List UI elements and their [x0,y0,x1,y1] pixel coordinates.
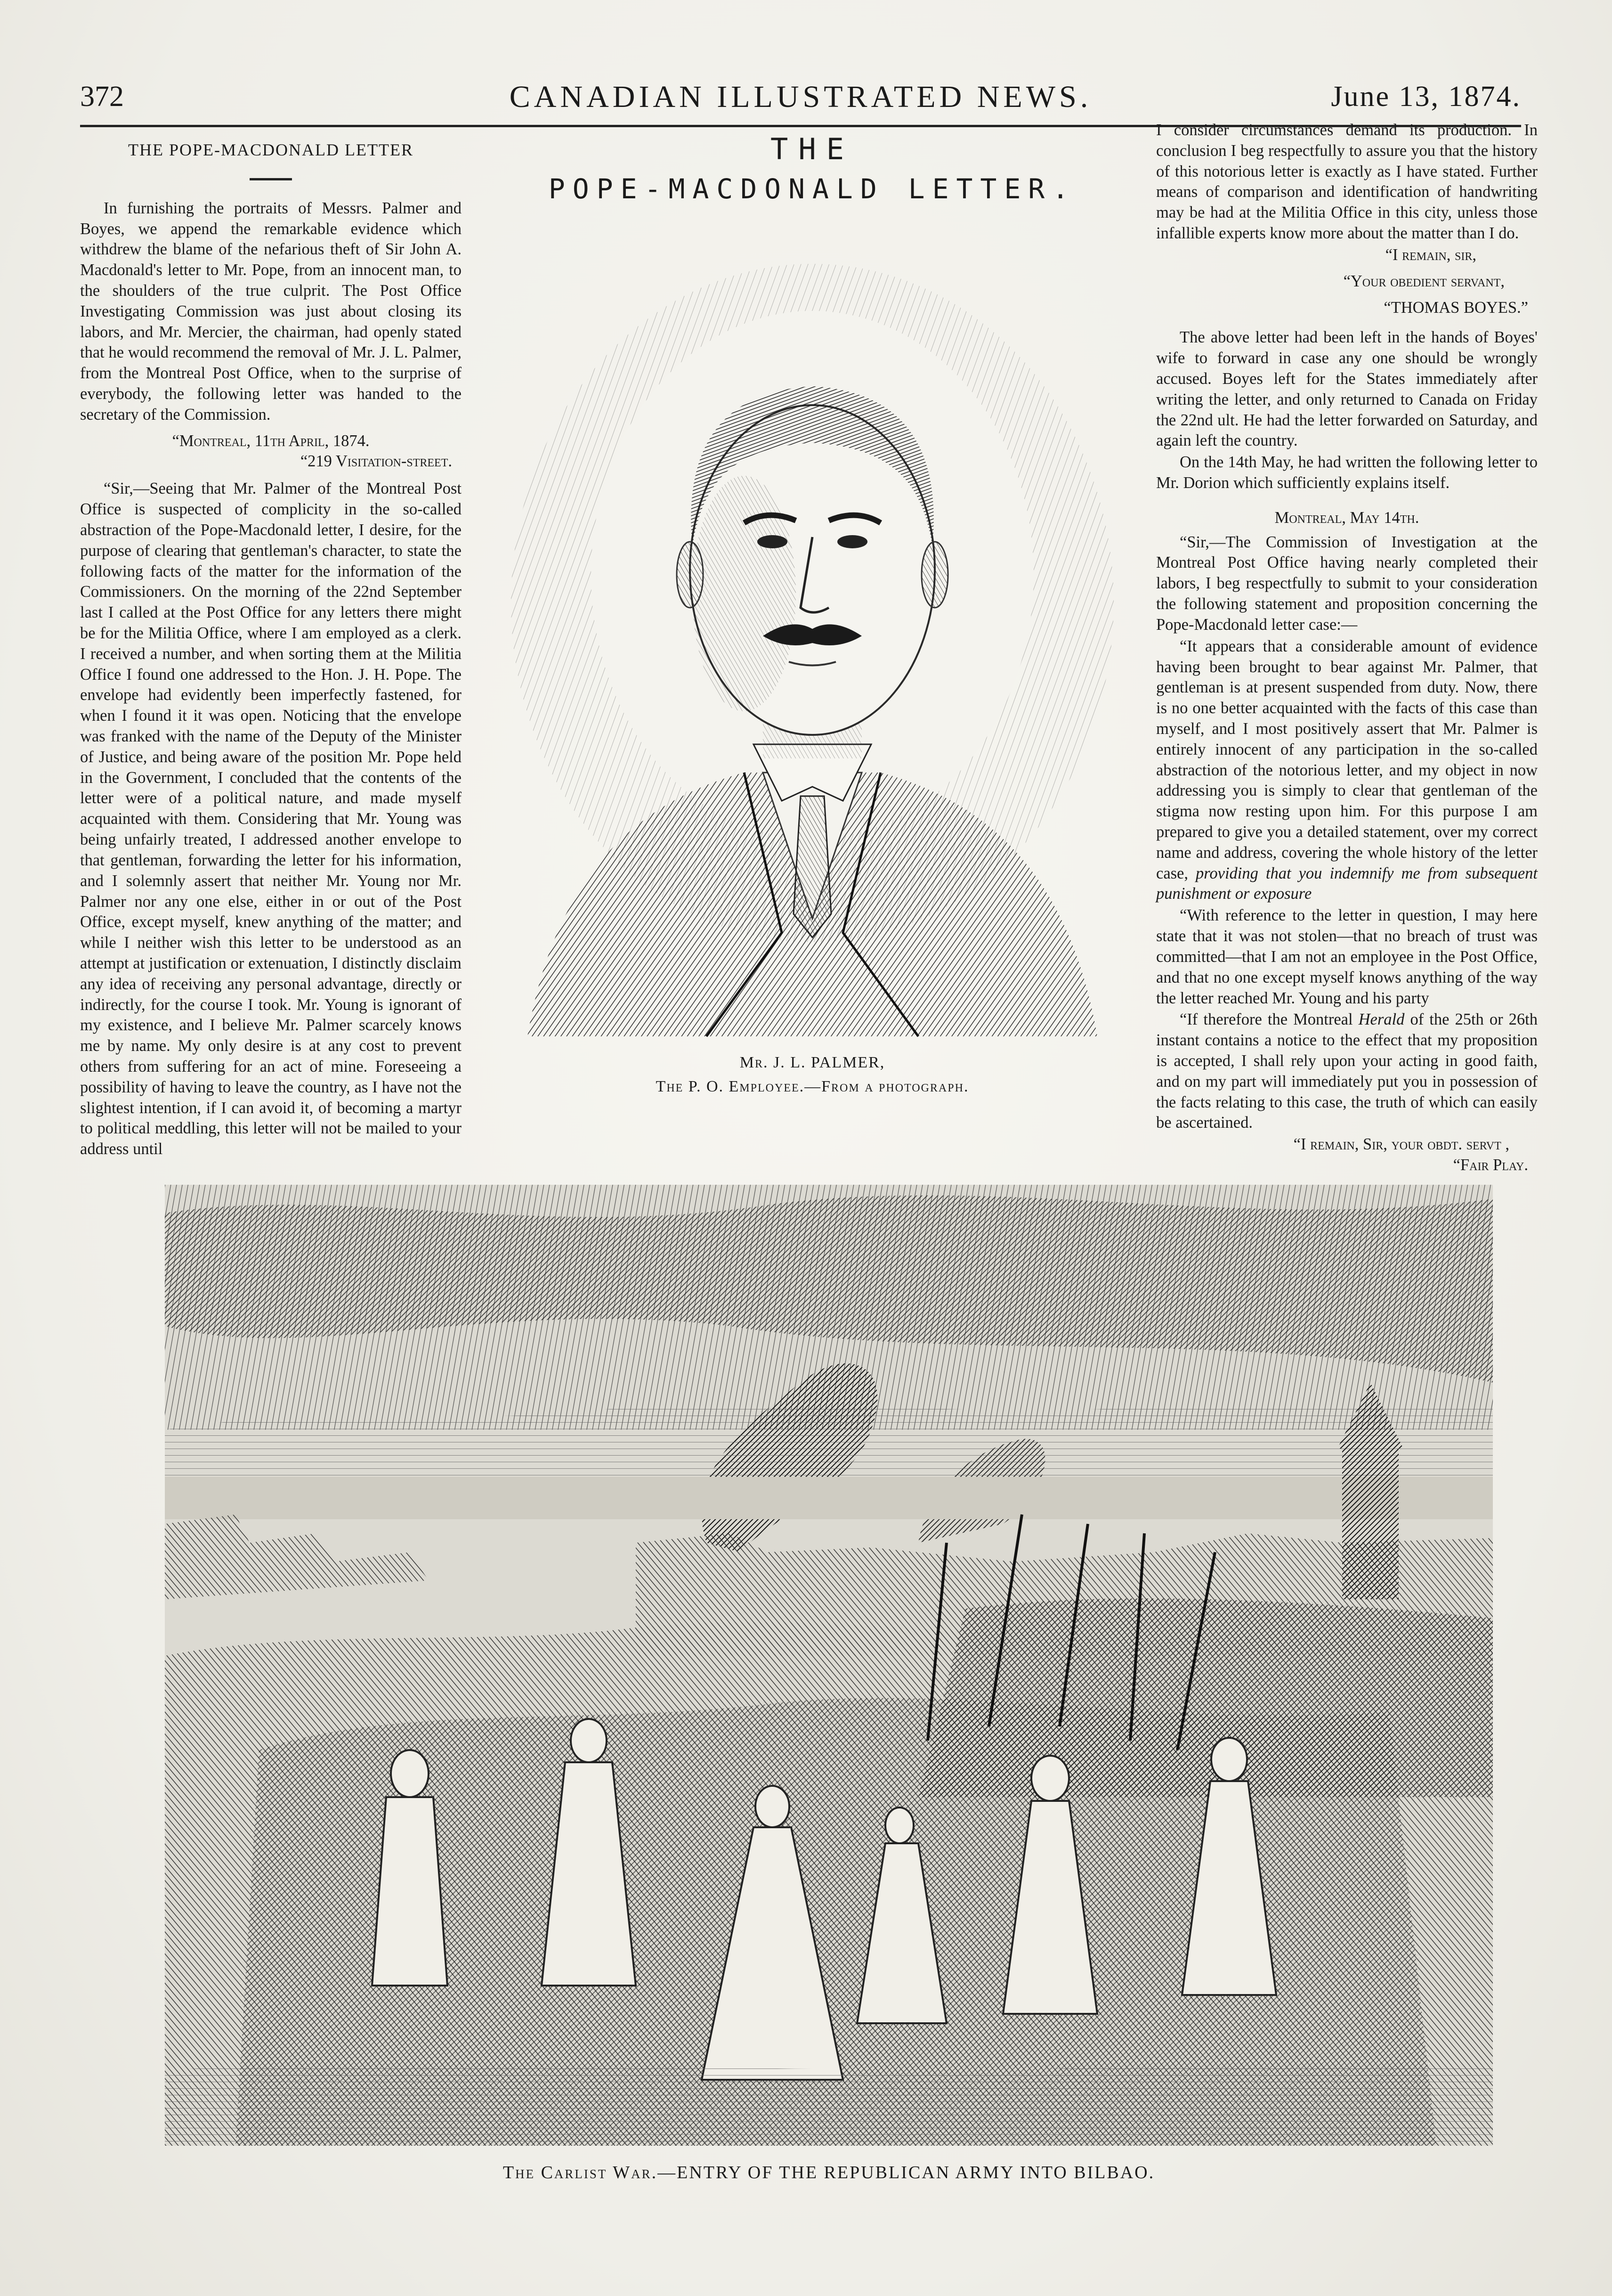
second-letter-paragraph-2 [1156,636,1538,905]
portrait-caption-name: Mr. J. L. PALMER, [739,1054,885,1071]
letter-closing-2: “Your obedient servant, [1343,272,1505,290]
feature-title [476,132,1149,205]
second-letter-paragraph-4 [1156,1010,1538,1133]
engraving-caption-series: The Carlist War. [502,2163,658,2182]
letter-address: “219 Visitation-street. [300,452,452,471]
portrait-caption-source: The P. O. Employee.—From a photograph. [656,1078,969,1095]
letter-closing-1: “I remain, sir, [1385,245,1476,264]
engraving-caption-title: —ENTRY OF THE REPUBLICAN ARMY INTO BILBAO. [657,2163,1155,2182]
engraving-caption [165,2162,1493,2183]
second-letter-paragraph-3: “With reference to the letter in question, I may here state that it was not stolen—that no breach of trust was committed—that I am not an employee in the Post Office, and that no one except myself knows anything of the way the letter reached Mr. Young and his party [1156,906,1538,1007]
second-letter-dateline: Montreal, May 14th. [1274,508,1419,527]
portrait-caption [499,1050,1126,1099]
second-letter-paragraph-4-b: of the 25th or 26th instant contains a notice to the effect that my proposition is accepted, I shall rely upon your acting in good faith, and on my part will immediately put you in possession of the facts relating to this case, the truth of which can easily be ascertained. [1156,1010,1538,1132]
second-letter-emphasis: providing that you indemnify me from subsequent punishment or exposure [1156,864,1538,903]
boyes-signature: “THOMAS BOYES.” [1384,298,1528,317]
page-number: 372 [80,81,124,113]
editorial-paragraph-2: On the 14th May, he had written the following letter to Mr. Dorion which sufficiently explains itself. [1156,453,1538,492]
feature-title-line1: THE [770,132,854,166]
left-column [80,137,462,1161]
letter-dateline: “Montreal, 11th April, 1874. [172,432,370,450]
second-letter-paragraph-4-a: “If therefore the Montreal [1180,1010,1359,1029]
second-letter-paragraph-1: “Sir,—The Commission of Investigation at the Montreal Post Office having nearly completed their labors, I beg respectfully to submit to your consideration the following statement and proposition concerning the Pope-Macdonald letter case:— [1156,533,1538,634]
boyes-letter-body: “Sir,—Seeing that Mr. Palmer of the Montreal Post Office is suspected of complicity in the so-called abstraction of the Pope-Macdonald letter, I desire, for the purpose of clearing that gentleman's character, to state the following facts of the matter for the information of the Commissioners. On the morning of the 22nd September last I called at the Post Office for any letters there might be for the Militia Office, where I am employed as a clerk. I received a number, and when sorting them at the Militia Office I found one addressed to the Hon. J. H. Pope. The envelope had evidently been imperfectly fastened, for when I found it it was open. Noticing that the envelope was franked with the name of the Deputy of the Minister of Justice, and being aware of the position Mr. Pope held in the Government, I concluded that the contents of the letter were of a political nature, and made myself acquainted with them. Considering that Mr. Young was being unfairly treated, I addressed another envelope to that gentleman, forwarding the letter for his information, and I solemnly assert that neither Mr. Young nor Mr. Palmer nor any one else, either in or out of the Post Office, except myself, knew anything of the matter; and while I neither wish this letter to be understood as an attempt at justification or extenuation, I distinctly disclaim any idea of receiving any personal advantage, directly or indirectly, for the course I took. Mr. Young is ignorant of my existence, and I believe Mr. Palmer scarcely knows me by name. My only desire is at any cost to prevent others from suffering for an act of mine. Foreseeing a possibility of having to leave the country, as I have not the slightest intention, if I can avoid it, of becoming a martyr to political meddling, this letter will not be mailed to your address until [80,480,462,1158]
heading-rule [250,178,292,180]
issue-date: June 13, 1874. [1331,81,1521,113]
feature-title-line2: POPE-MACDONALD LETTER. [548,173,1077,205]
editorial-paragraph-1: The above letter had been left in the hands of Boyes' wife to forward in case any one should be wrongly accused. Boyes left for the States immediately after writing the letter, and only returned to Canada on Friday the 22nd ult. He had the letter forwarded on Saturday, and again left the country. [1156,328,1538,450]
herald-name: Herald [1358,1010,1405,1029]
intro-paragraph: In furnishing the portraits of Messrs. Palmer and Boyes, we append the remarkable evidence which withdrew the blame of the nefarious theft of Sir John A. Macdonald's letter to Mr. Pope, from an innocent man, to the shoulders of the true culprit. The Post Office Investigating Commission was just about closing its labors, and Mr. Mercier, the chairman, had openly stated that he would recommend the removal of Mr. J. L. Palmer, from the Montreal Post Office, when to the surprise of everybody, the following letter was handed to the secretary of the Commission. [80,199,462,423]
article-heading: THE POPE-MACDONALD LETTER [128,140,413,159]
fair-play-signature: “Fair Play. [1453,1156,1528,1174]
second-letter-paragraph-2-text: “It appears that a considerable amount of evidence having been brought to bear against Mr. Palmer, that gentleman is at present suspended from duty. Now, there is no one better acquainted with the facts of this case than myself, and I most positively assert that Mr. Palmer is entirely innocent of any participation in the so-called abstraction of the notorious letter, and my object in now addressing you is simply to clear that gentleman of the stigma now resting upon him. For this purpose I am prepared to give you a detailed statement, over my correct name and address, covering the whole history of the letter case, [1156,637,1538,882]
right-column [1156,120,1538,1181]
publication-title: CANADIAN ILLUSTRATED NEWS. [509,80,1092,114]
bilbao-army-entry-engraving [165,1185,1493,2146]
second-letter-closing: “I remain, Sir, your obdt. servt , [1293,1135,1509,1154]
palmer-portrait-engraving [499,245,1126,1046]
masthead [80,75,1521,127]
letter-continuation: I consider circumstances demand its production. In conclusion I beg respectfully to assure you that the history of this notorious letter is exactly as I have stated. Further means of comparison and identification of handwriting may be had at the Militia Office in this city, unless those infallible experts know more about the matter than I do. [1156,121,1538,243]
